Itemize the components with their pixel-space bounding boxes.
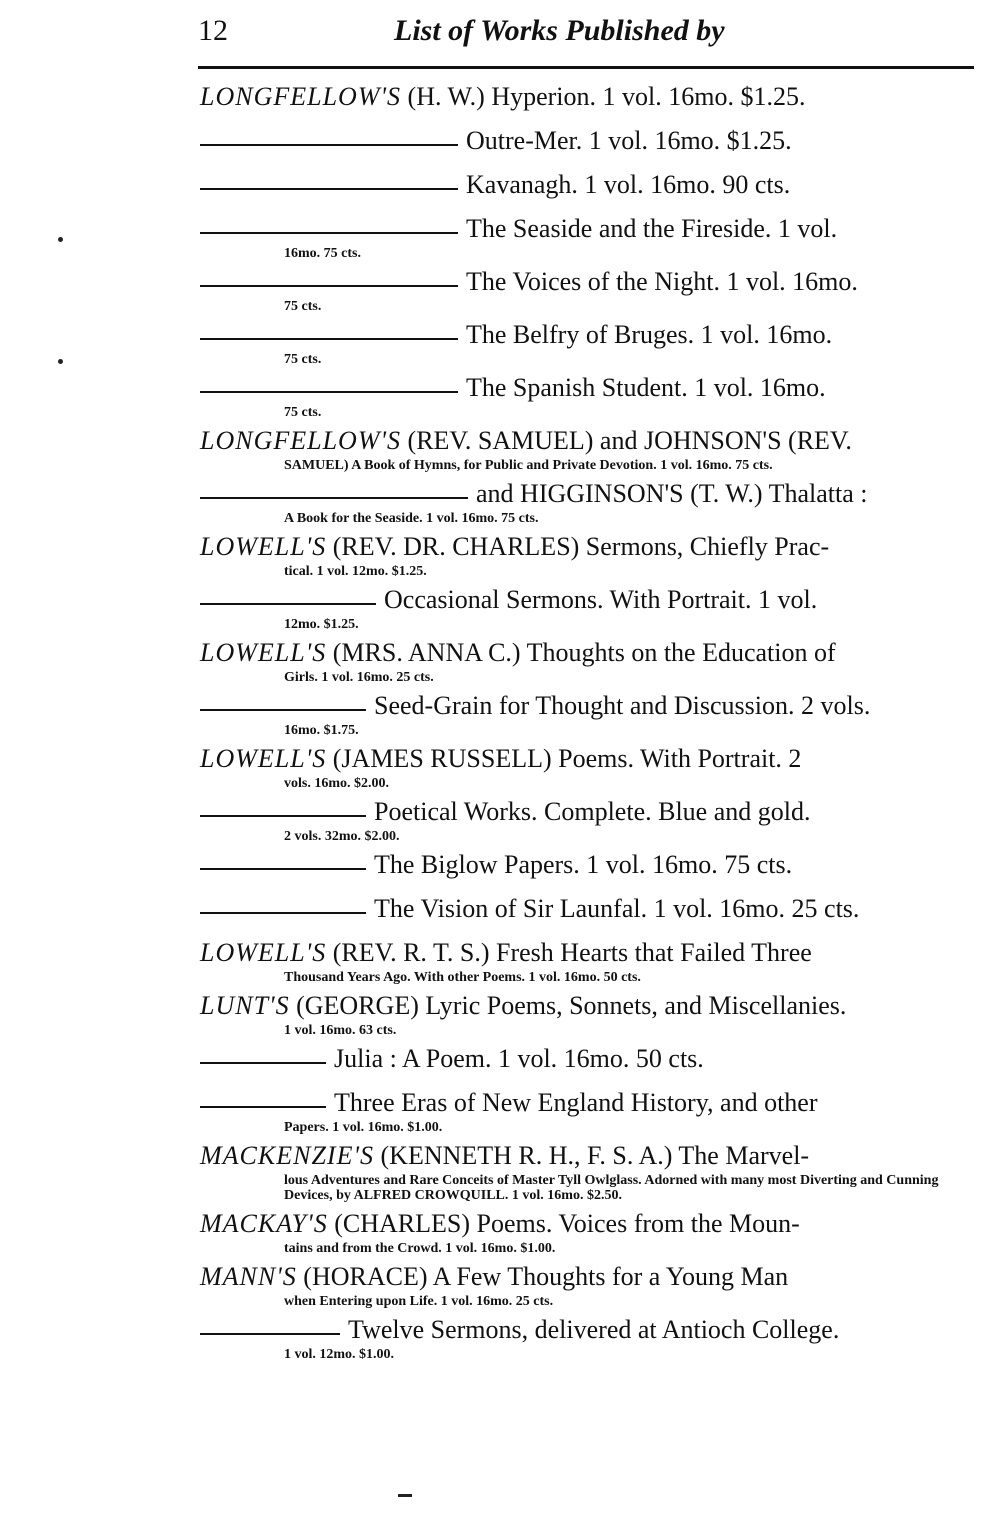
author-name: LOWELL'S: [200, 744, 327, 773]
page-header: [198, 14, 974, 54]
ditto-dash: [200, 285, 458, 287]
author-name: MACKAY'S: [200, 1209, 328, 1238]
ditto-dash: [200, 497, 468, 499]
catalog-entry: [200, 989, 976, 1038]
entry-title-line: [200, 742, 976, 776]
catalog-entry: [200, 265, 976, 314]
catalog-entry: [200, 1260, 976, 1309]
catalog-entry: [200, 636, 976, 685]
entry-title: The Belfry of Bruges. 1 vol. 16mo.: [466, 320, 833, 349]
author-name: LOWELL'S: [200, 638, 327, 667]
entry-title-line: [200, 636, 976, 670]
entry-details: 2 vols. 32mo. $2.00.: [284, 829, 400, 844]
entry-title: The Voices of the Night. 1 vol. 16mo.: [466, 267, 858, 296]
ditto-dash: [200, 868, 366, 870]
catalog-entry: [200, 530, 976, 579]
author-name: LONGFELLOW'S: [200, 426, 402, 455]
ditto-dash: [200, 709, 366, 711]
entry-title-line: [200, 80, 976, 114]
author-name: MANN'S: [200, 1262, 297, 1291]
catalog-entry: [200, 80, 976, 114]
entry-title: Outre-Mer. 1 vol. 16mo. $1.25.: [466, 126, 792, 155]
entry-title: and HIGGINSON'S (T. W.) Thalatta :: [476, 479, 868, 508]
ditto-dash: [200, 188, 458, 190]
entry-title: The Vision of Sir Launfal. 1 vol. 16mo. 25 cts.: [374, 894, 860, 923]
catalog-entry: [200, 212, 976, 261]
entry-title-line: [200, 1139, 976, 1173]
entry-details: 16mo. $1.75.: [284, 723, 359, 738]
ditto-dash: [200, 144, 458, 146]
catalog-entry: [200, 848, 976, 882]
author-name: MACKENZIE'S: [200, 1141, 375, 1170]
entry-details: Girls. 1 vol. 16mo. 25 cts.: [284, 670, 434, 685]
entry-title: Poetical Works. Complete. Blue and gold.: [374, 797, 811, 826]
entry-details: tical. 1 vol. 12mo. $1.25.: [284, 564, 427, 579]
catalog-entry: [200, 1139, 976, 1203]
entry-title-line: [200, 583, 976, 617]
entry-details: 75 cts.: [284, 299, 322, 314]
entry-title-line: [200, 124, 976, 158]
entry-title-line: [200, 168, 976, 202]
entry-details: 75 cts.: [284, 405, 322, 420]
entry-title: Seed-Grain for Thought and Discussion. 2 vols.: [374, 691, 871, 720]
entry-title-line: [200, 265, 976, 299]
entry-title-line: [200, 795, 976, 829]
catalog-entry: [200, 1207, 976, 1256]
author-name: LOWELL'S: [200, 532, 327, 561]
ditto-dash: [200, 1333, 340, 1335]
entry-title-line: [200, 936, 976, 970]
entry-title: Julia : A Poem. 1 vol. 16mo. 50 cts.: [334, 1044, 704, 1073]
entry-title: (REV. SAMUEL) and JOHNSON'S (REV.: [401, 426, 852, 455]
catalog-entry: [200, 124, 976, 158]
entry-details: 75 cts.: [284, 352, 322, 367]
entry-details: 12mo. $1.25.: [284, 617, 359, 632]
author-name: LONGFELLOW'S: [200, 82, 402, 111]
entry-title-line: [200, 989, 976, 1023]
running-title: List of Works Published by: [394, 14, 725, 47]
ditto-dash: [200, 391, 458, 393]
entry-details: A Book for the Seaside. 1 vol. 16mo. 75 cts.: [284, 511, 539, 526]
entry-title: (CHARLES) Poems. Voices from the Moun-: [327, 1209, 800, 1238]
entry-title: (REV. DR. CHARLES) Sermons, Chiefly Prac-: [326, 532, 830, 561]
ditto-dash: [200, 1062, 326, 1064]
entry-title: (GEORGE) Lyric Poems, Sonnets, and Miscellanies.: [289, 991, 847, 1020]
catalog-entry: [200, 1042, 976, 1076]
ditto-dash: [200, 338, 458, 340]
entry-title: Occasional Sermons. With Portrait. 1 vol.: [384, 585, 818, 614]
entry-title-line: [200, 1313, 976, 1347]
ditto-dash: [200, 232, 458, 234]
entry-title-line: [200, 318, 976, 352]
catalog-entry: [200, 168, 976, 202]
author-name: LOWELL'S: [200, 938, 327, 967]
ditto-dash: [200, 603, 376, 605]
catalog-entry: [200, 424, 976, 473]
entry-details: vols. 16mo. $2.00.: [284, 776, 389, 791]
entry-details: Thousand Years Ago. With other Poems. 1 vol. 16mo. 50 cts.: [284, 970, 641, 985]
entry-title-line: [200, 424, 976, 458]
catalog-entry: [200, 371, 976, 420]
catalog-entry: [200, 892, 976, 926]
entry-title-line: [200, 848, 976, 882]
entry-title: Twelve Sermons, delivered at Antioch College.: [348, 1315, 840, 1344]
entry-details: Papers. 1 vol. 16mo. $1.00.: [284, 1120, 443, 1135]
entry-details: SAMUEL) A Book of Hymns, for Public and Private Devotion. 1 vol. 16mo. 75 cts.: [284, 458, 773, 473]
entry-details: 1 vol. 16mo. 63 cts.: [284, 1023, 397, 1038]
entry-title-line: [200, 530, 976, 564]
entry-title: Kavanagh. 1 vol. 16mo. 90 cts.: [466, 170, 791, 199]
entry-title-line: [200, 212, 976, 246]
entry-title: (HORACE) A Few Thoughts for a Young Man: [296, 1262, 789, 1291]
catalog-entry: [200, 742, 976, 791]
entry-title-line: [200, 1260, 976, 1294]
entry-title: (MRS. ANNA C.) Thoughts on the Education of: [326, 638, 836, 667]
entry-title-line: [200, 892, 976, 926]
entry-title: The Seaside and the Fireside. 1 vol.: [466, 214, 838, 243]
catalog-entry: [200, 689, 976, 738]
entry-title-line: [200, 1042, 976, 1076]
entry-title-line: [200, 371, 976, 405]
page-number: 12: [198, 14, 228, 47]
author-name: LUNT'S: [200, 991, 290, 1020]
entry-title-line: [200, 1086, 976, 1120]
ditto-dash: [200, 815, 366, 817]
entry-details: lous Adventures and Rare Conceits of Master Tyll Owlglass. Adorned with many most Diverting and Cunning Devices, by ALFRED CROWQUILL. 1 vol. 16mo. $2.50.: [284, 1173, 939, 1203]
entry-title: (REV. R. T. S.) Fresh Hearts that Failed Three: [326, 938, 812, 967]
catalog-entry: [200, 583, 976, 632]
catalog-entries: [200, 80, 976, 1366]
catalog-entry: [200, 318, 976, 367]
entry-details: 1 vol. 12mo. $1.00.: [284, 1347, 395, 1362]
entry-title-line: [200, 689, 976, 723]
entry-title: Three Eras of New England History, and other: [334, 1088, 818, 1117]
catalog-entry: [200, 795, 976, 844]
header-rule: [198, 66, 974, 69]
entry-title-line: [200, 477, 976, 511]
catalog-entry: [200, 1086, 976, 1135]
entry-title: (KENNETH R. H., F. S. A.) The Marvel-: [374, 1141, 810, 1170]
entry-title: The Spanish Student. 1 vol. 16mo.: [466, 373, 826, 402]
ditto-dash: [200, 1106, 326, 1108]
entry-title: The Biglow Papers. 1 vol. 16mo. 75 cts.: [374, 850, 793, 879]
ditto-dash: [200, 912, 366, 914]
entry-details: tains and from the Crowd. 1 vol. 16mo. $1.00.: [284, 1241, 556, 1256]
catalog-entry: [200, 936, 976, 985]
catalog-entry: [200, 1313, 976, 1362]
entry-title-line: [200, 1207, 976, 1241]
entry-title: (JAMES RUSSELL) Poems. With Portrait. 2: [326, 744, 802, 773]
page-footer-mark: [398, 1494, 412, 1497]
entry-details: when Entering upon Life. 1 vol. 16mo. 25 cts.: [284, 1294, 554, 1309]
catalog-entry: [200, 477, 976, 526]
entry-title: (H. W.) Hyperion. 1 vol. 16mo. $1.25.: [401, 82, 806, 111]
entry-details: 16mo. 75 cts.: [284, 246, 361, 261]
